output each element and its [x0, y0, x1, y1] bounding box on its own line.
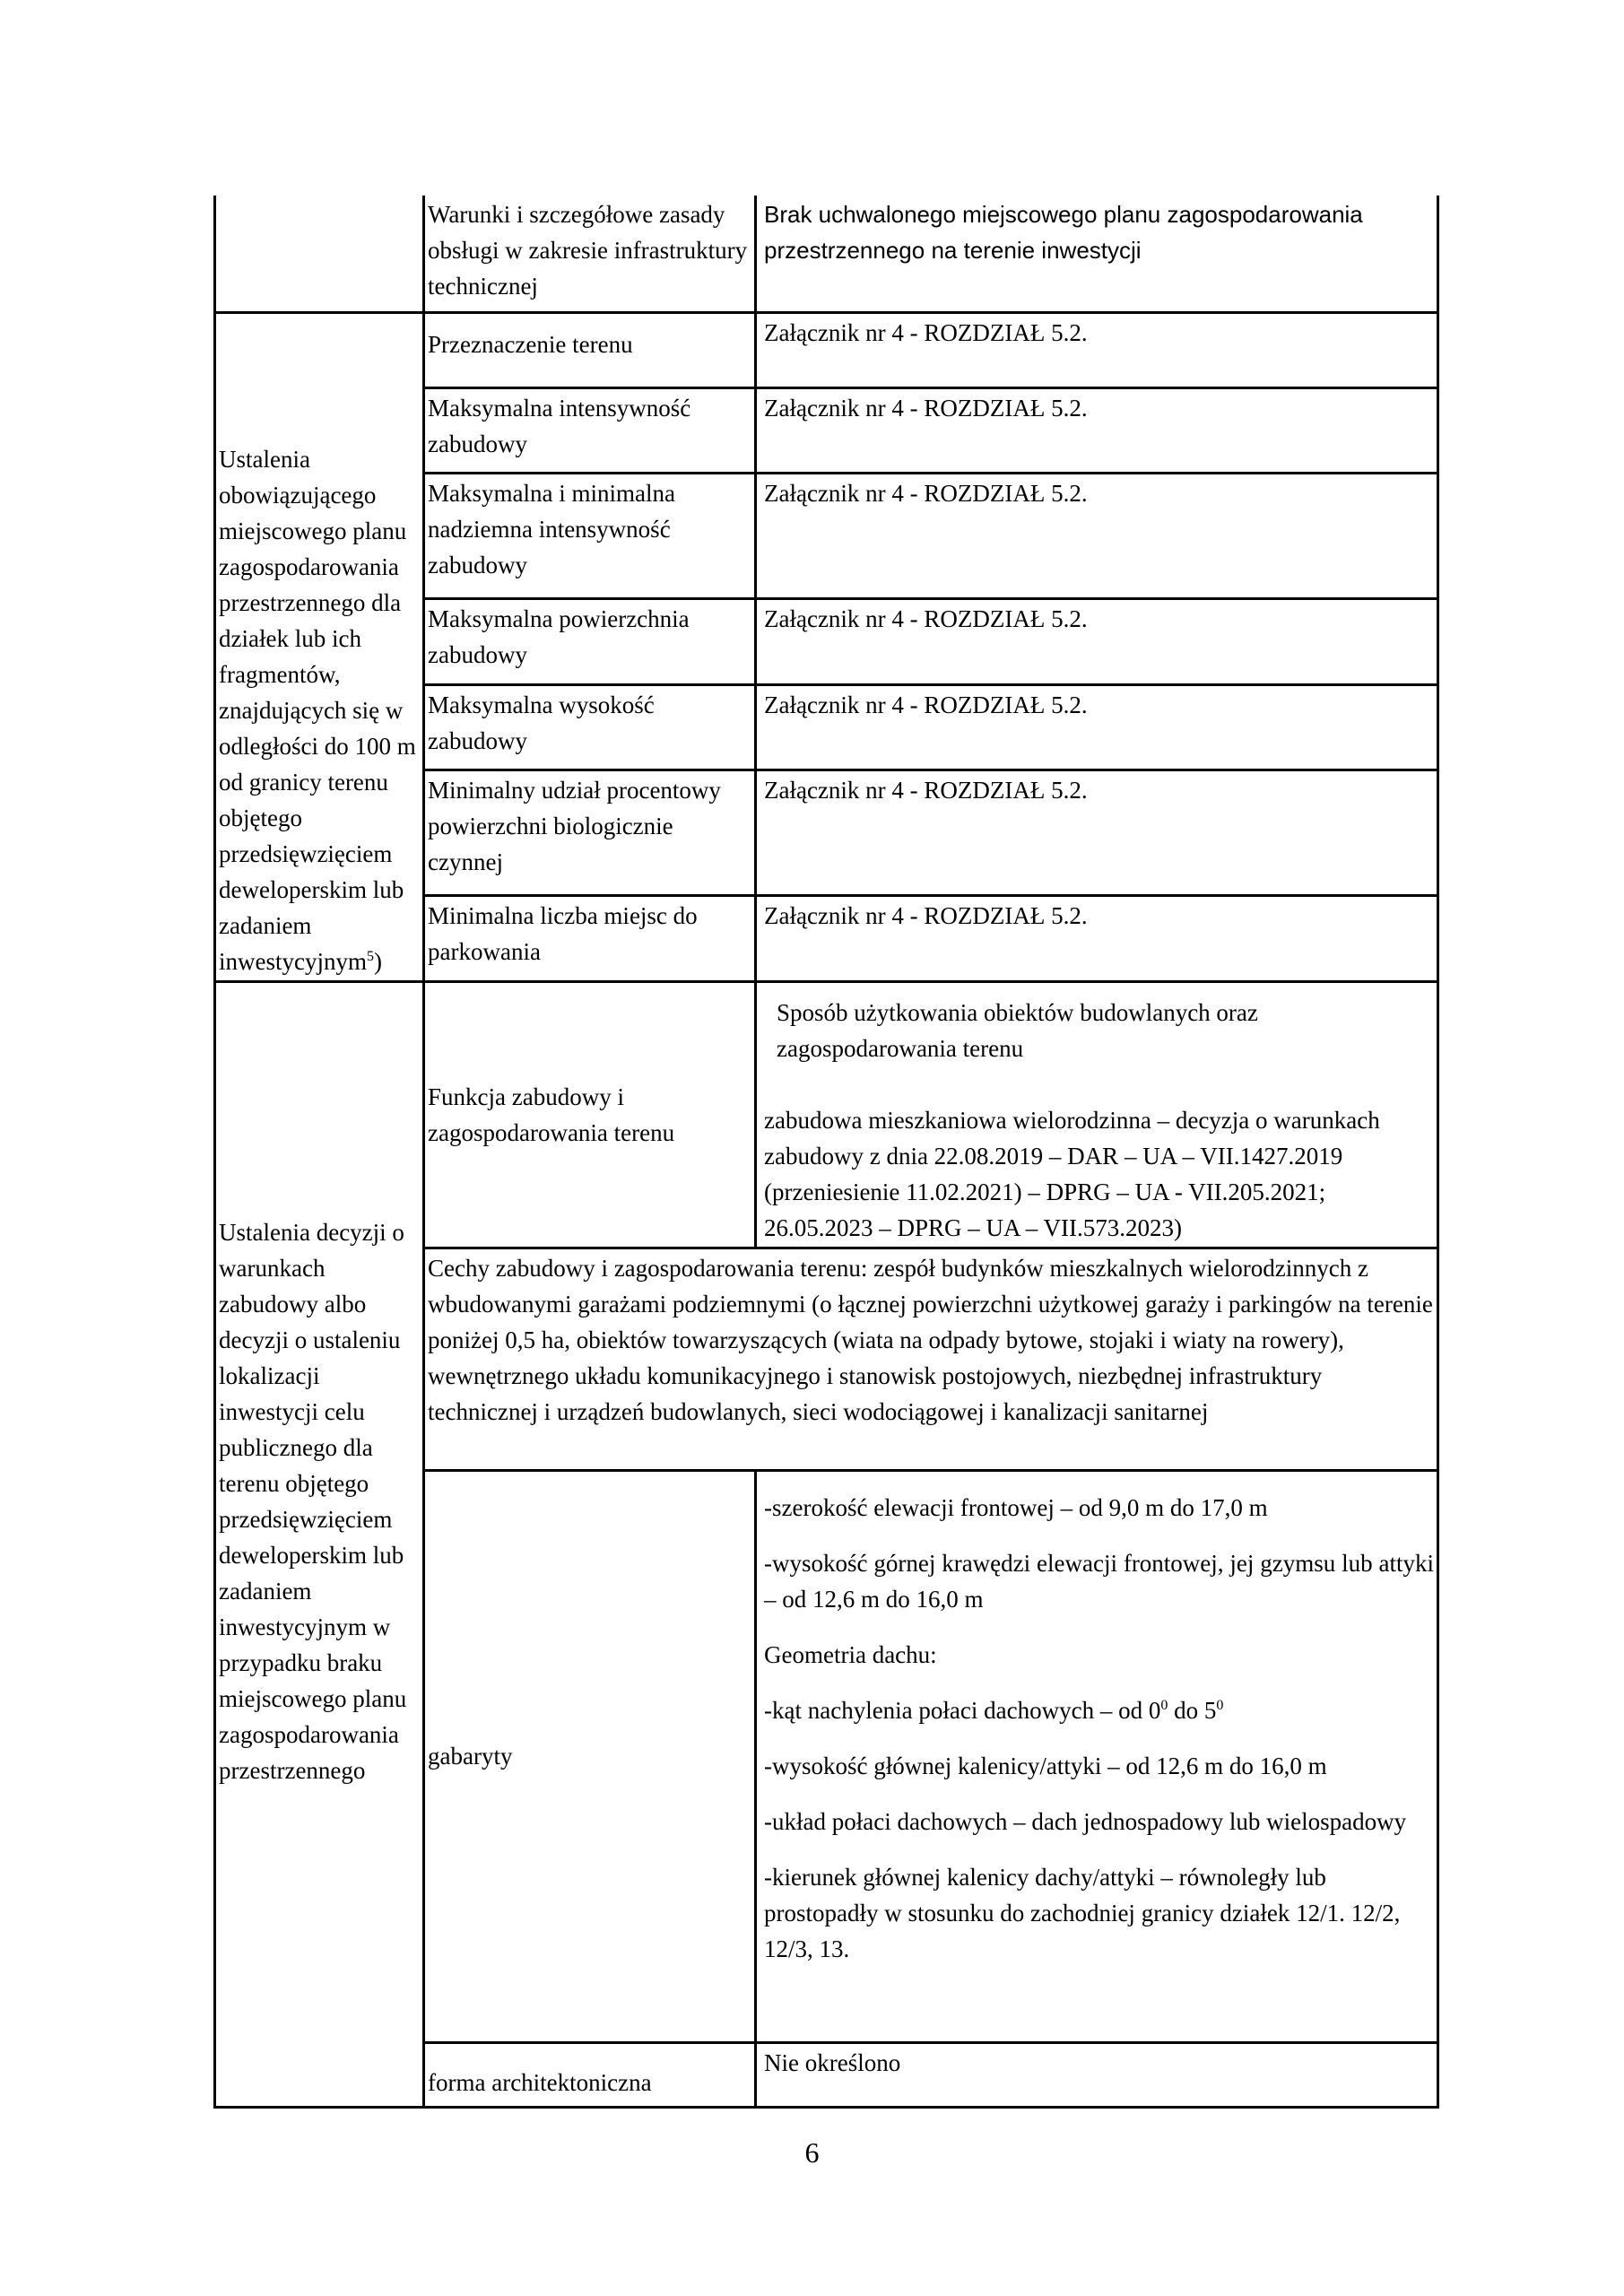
param-cell — [424, 896, 756, 981]
page-number: 6 — [804, 2136, 820, 2169]
category-label: Ustalenia decyzji o warunkach zabudowy albo decyzji o ustaleniu lokalizacji inwestycji celu publicznego dla terenu objętego przedsięwzięciem deweloperskim lub zadaniem inwestycyjnym w przypadku braku miejscowego planu zagospodarowania przestrzennego — [219, 1218, 407, 1784]
param-label: gabaryty — [428, 1743, 513, 1770]
table-row-function — [215, 981, 1438, 1248]
value-cell — [756, 684, 1438, 770]
value-text: Brak uchwalonego miejscowego planu zagospodarowania przestrzennego na terenie inwestycji — [764, 201, 1363, 264]
direction-item: -kierunek głównej kalenicy dachy/attyki – równoległy lub prostopadły w stosunku do zachodniej granicy działek 12/1. 12/2, 12/3, 13. — [764, 1863, 1401, 1962]
value-cell — [756, 2042, 1438, 2107]
param-cell — [424, 474, 756, 599]
param-label: Maksymalna wysokość zabudowy — [428, 691, 655, 754]
value-text: Załącznik nr 4 - ROZDZIAŁ 5.2. — [764, 318, 1088, 346]
features-cell — [424, 1248, 1438, 1470]
param-cell — [424, 1470, 756, 2042]
table-row-infrastructure — [215, 196, 1438, 312]
value-text: Nie określono — [764, 2048, 901, 2076]
param-label: Maksymalna i minimalna nadziemna intensywność zabudowy — [428, 480, 675, 579]
category-label-suffix: ) — [373, 947, 382, 975]
footnote-ref: 5 — [366, 948, 374, 964]
category-cell-plan — [215, 312, 424, 981]
param-label: Funkcja zabudowy i zagospodarowania terenu — [428, 1083, 675, 1146]
param-cell — [424, 387, 756, 473]
value-cell — [756, 896, 1438, 981]
value-cell — [756, 196, 1438, 312]
value-cell — [756, 474, 1438, 599]
param-label: Minimalny udział procentowy powierzchni biologicznie czynnej — [428, 777, 721, 876]
param-label: Maksymalna powierzchnia zabudowy — [428, 605, 690, 669]
value-cell — [756, 1470, 1438, 2042]
layout-item: -układ połaci dachowych – dach jednospadowy lub wielospadowy — [764, 1807, 1407, 1835]
param-cell — [424, 770, 756, 896]
slope-item — [764, 1692, 1434, 1728]
usage-note: Sposób użytkowania obiektów budowlanych oraz zagospodarowania terenu — [777, 998, 1258, 1062]
value-text: Załącznik nr 4 - ROZDZIAŁ 5.2. — [764, 902, 1088, 930]
param-cell — [424, 312, 756, 387]
category-label: Ustalenia obowiązującego miejscowego planu zagospodarowania przestrzennego dla działek lub ich fragmentów, znajdujących się w odległości do 100 m od granicy terenu objętego przedsięwzięciem deweloperskim lub zadaniem inwestycyjnym — [219, 445, 416, 975]
param-cell — [424, 684, 756, 770]
value-cell — [756, 981, 1438, 1248]
height-item: -wysokość górnej krawędzi elewacji frontowej, jej gzymsu lub attyki – od 12,6 m do 16,0 m — [764, 1549, 1434, 1613]
slope-text: -kąt nachylenia połaci dachowych – od 0 — [764, 1696, 1161, 1724]
value-cell — [756, 312, 1438, 387]
param-label: Maksymalna intensywność zabudowy — [428, 394, 691, 457]
param-label: forma architektoniczna — [428, 2068, 652, 2096]
roof-heading: Geometria dachu: — [764, 1640, 937, 1668]
category-cell-continued — [215, 196, 424, 312]
param-cell — [424, 599, 756, 684]
width-item: -szerokość elewacji frontowej – od 9,0 m do 17,0 m — [764, 1493, 1268, 1521]
value-text: Załącznik nr 4 - ROZDZIAŁ 5.2. — [764, 480, 1088, 508]
decision-value: zabudowa mieszkaniowa wielorodzinna – decyzja o warunkach zabudowy z dnia 22.08.2019 – DAR – UA – VII.1427.2019 (przeniesienie 11.02.2021) – DPRG – UA - VII.205.2021; 26.05.2023 – DPRG – UA – VII.573.2023) — [764, 1106, 1380, 1241]
value-text: Załącznik nr 4 - ROZDZIAŁ 5.2. — [764, 605, 1088, 633]
table-row — [215, 312, 1438, 387]
parameters-table — [213, 196, 1439, 2109]
degree-mark: 0 — [1160, 1697, 1168, 1713]
value-text: Załącznik nr 4 - ROZDZIAŁ 5.2. — [764, 691, 1088, 718]
param-label: Minimalna liczba miejsc do parkowania — [428, 902, 698, 966]
slope-text: do 5 — [1168, 1696, 1217, 1724]
param-cell — [424, 2042, 756, 2107]
param-label: Warunki i szczegółowe zasady obsługi w zakresie infrastruktury technicznej — [428, 201, 748, 300]
value-text: Załącznik nr 4 - ROZDZIAŁ 5.2. — [764, 394, 1088, 422]
ridge-item: -wysokość głównej kalenicy/attyki – od 12,6 m do 16,0 m — [764, 1752, 1327, 1779]
category-cell-decision — [215, 981, 424, 2107]
param-cell — [424, 196, 756, 312]
param-label: Przeznaczenie terenu — [428, 330, 633, 358]
features-text: Cechy zabudowy i zagospodarowania terenu: zespół budynków mieszkalnych wielorodzinnych z wbudowanymi garażami podziemnymi (o łącznej powierzchni użytkowej garaży i parkingów na terenie poniżej 0,5 ha, obiektów towarzyszących (wiata na odpady bytowe, stojaki i wiaty na rowery), wewnętrznego układu komunikacyjnego i stanowisk postojowych, niezbędnej infrastruktury technicznej i urządzeń budowlanych, sieci wodociągowej i kanalizacji sanitarnej — [428, 1254, 1433, 1425]
value-cell — [756, 599, 1438, 684]
degree-mark: 0 — [1216, 1697, 1224, 1713]
value-cell — [756, 770, 1438, 896]
value-text: Załącznik nr 4 - ROZDZIAŁ 5.2. — [764, 777, 1088, 804]
value-cell — [756, 387, 1438, 473]
param-cell — [424, 981, 756, 1248]
